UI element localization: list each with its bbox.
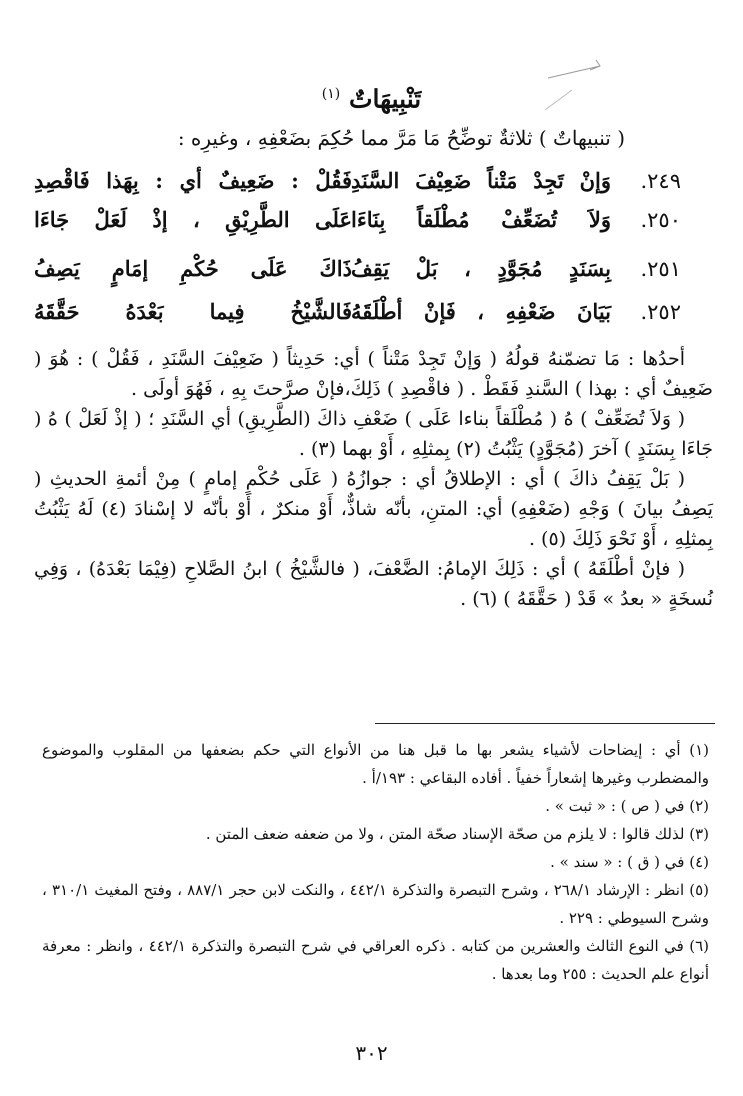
footnote: (٤) في ( ق ) : « سند » . <box>550 853 709 871</box>
footnote: (٢) في ( ص ) : « ثبت » . <box>545 797 709 815</box>
verse-number: ٢٥١. <box>640 257 681 281</box>
commentary-body <box>34 344 713 614</box>
verse-row <box>34 295 681 329</box>
footnote: (١) أي : إيضاحات لأشياء يشعر بها ما قبل هنا من الأنواع التي حكم بضعفها من المقلوب والموضوع والمضطرب وغيرها إشعاراً خفياً . أفاده البقاعي : ١٩٣/أ . <box>42 741 709 787</box>
section-heading <box>0 78 743 115</box>
verse-number: ٢٥٢. <box>640 300 681 324</box>
verse-second-hemistich: فَقُلْ : ضَعِيفٌ أي : بِهَذا فَاقْصِدِ <box>34 168 352 193</box>
verse-row <box>34 164 681 198</box>
heading-title: تَنْبِيهَاتٌ <box>348 84 422 114</box>
footnote: (٥) انظر : الإرشاد ٢٦٨/١ ، وشرح التبصرة والتذكرة ٤٤٢/١ ، والنكت لابن حجر ٨٨٧/١ ، وفتح المغيث ٣١٠/١ ، وشرح السيوطي : ٢٢٩ . <box>42 881 710 927</box>
footnote-divider <box>375 723 715 724</box>
footnotes <box>42 736 709 988</box>
commentary-paragraph: ( وَلاَ تُضَعِّفْ ) هُ ( مُطْلَقاً بناءا عَلَى ) ضَعْفِ ذاكَ (الطَّرِيقِ) أي السَّنَدِ ؛ ( إذْ لَعَلْ ) هُ ( جَاءَا بِسَنَدٍ ) آخرَ (مُجَوَّدٍ) يَثْبُتُ (٢) بِمثلِهِ ، أَوْ بهما (٣) . <box>34 408 713 460</box>
intro-line: ( تنبيهاتٌ ) ثلاثةٌ توضِّحُ مَا مَرَّ مما حُكِمَ بضَعْفِهِ ، وغيرِه : <box>177 126 625 150</box>
verse-number: ٢٤٩. <box>640 169 681 193</box>
commentary-paragraph: ( فإنْ أطْلَقَهُ ) أي : ذَلِكَ الإمامُ: الضَّعْفَ، ( فالشَّيْخُ ) ابنُ الصَّلاحِ (فِيْمَا بَعْدَهُ) ، وَفِي نُسخَةٍ « بعدُ » قَدْ ( حَقَّقَهُ ) (٦) . <box>34 558 713 610</box>
verse-second-hemistich: عَلَى الطَّرِيْقِ ، إذْ لَعَلْ جَاءَا <box>34 207 352 232</box>
verse-first-hemistich: وَلاَ تُضَعِّفْ مُطْلَقاً بِنَاءَا <box>351 207 611 232</box>
footnote: (٦) في النوع الثالث والعشرين من كتابه . ذكره العراقي في شرح التبصرة والتذكرة ٤٤٢/١ ، وانظر : معرفة أنواع علم الحديث : ٢٥٥ وما بعدها . <box>42 937 709 983</box>
commentary-paragraph: ( بَلْ يَقِفُ ذاكَ ) أي : الإطلاقُ أي : جوازُهُ ( عَلَى حُكْمِ إمامٍ ) مِنْ أئمةِ الحديثِ ( يَصِفُ بيانَ ) وَجْهِ (ضَعْفِهِ) أي: المتنِ، بأنّه شاذٌّ، أَوْ منكرٌ ، أَوْ بأنّه لا إسْنادَ (٤) لَهُ يَثْبُتُ بِمثلِهِ ، أَوْ نَحْوَ ذَلِكَ (٥) . <box>34 468 713 550</box>
footnote: (٣) لذلك قالوا : لا يلزم من صحّة الإسناد صحّة المتن ، ولا من ضعفه ضعف المتن . <box>205 825 709 843</box>
verse-number: ٢٥٠. <box>640 208 681 232</box>
page-number: ٣٠٢ <box>355 1041 388 1065</box>
verse-first-hemistich: وَإنْ تَجِدْ مَتْناً ضَعِيْفَ السَّنَدِ <box>351 168 611 193</box>
heading-footnote-ref: (١) <box>321 86 341 102</box>
verse-first-hemistich: بِسَنَدٍ مُجَوَّدٍ ، بَلْ يَقِفُ <box>351 256 611 281</box>
verse-first-hemistich: بَيَانَ ضَعْفِهِ ، فَإنْ أطْلَقَهُ <box>351 299 611 324</box>
verse-row <box>34 203 681 237</box>
verse-second-hemistich: فَالشَّيْخُ فِيما بَعْدَهُ حَقَّقَهُ <box>34 299 352 324</box>
commentary-paragraph: أحدُها : مَا تضمّنهُ قولُهُ ( وَإنْ تَجِدْ مَتْناً ) أي: حَدِيثاً ( ضَعِيْفَ السَّنَدِ ، فَقُلْ ) : هُوَ ( ضَعِيفٌ أي : بهذا ) السَّندِ فَقَطْ . ( فاقْصِدِ ) ذَلِكَ،فإنْ صرَّحتَ بِهِ ، فَهُوَ أولَى . <box>34 348 713 400</box>
verse-row <box>34 252 681 286</box>
verse-second-hemistich: ذَاكَ عَلَى حُكْمِ إمَامٍ يَصِفُ <box>34 256 352 281</box>
